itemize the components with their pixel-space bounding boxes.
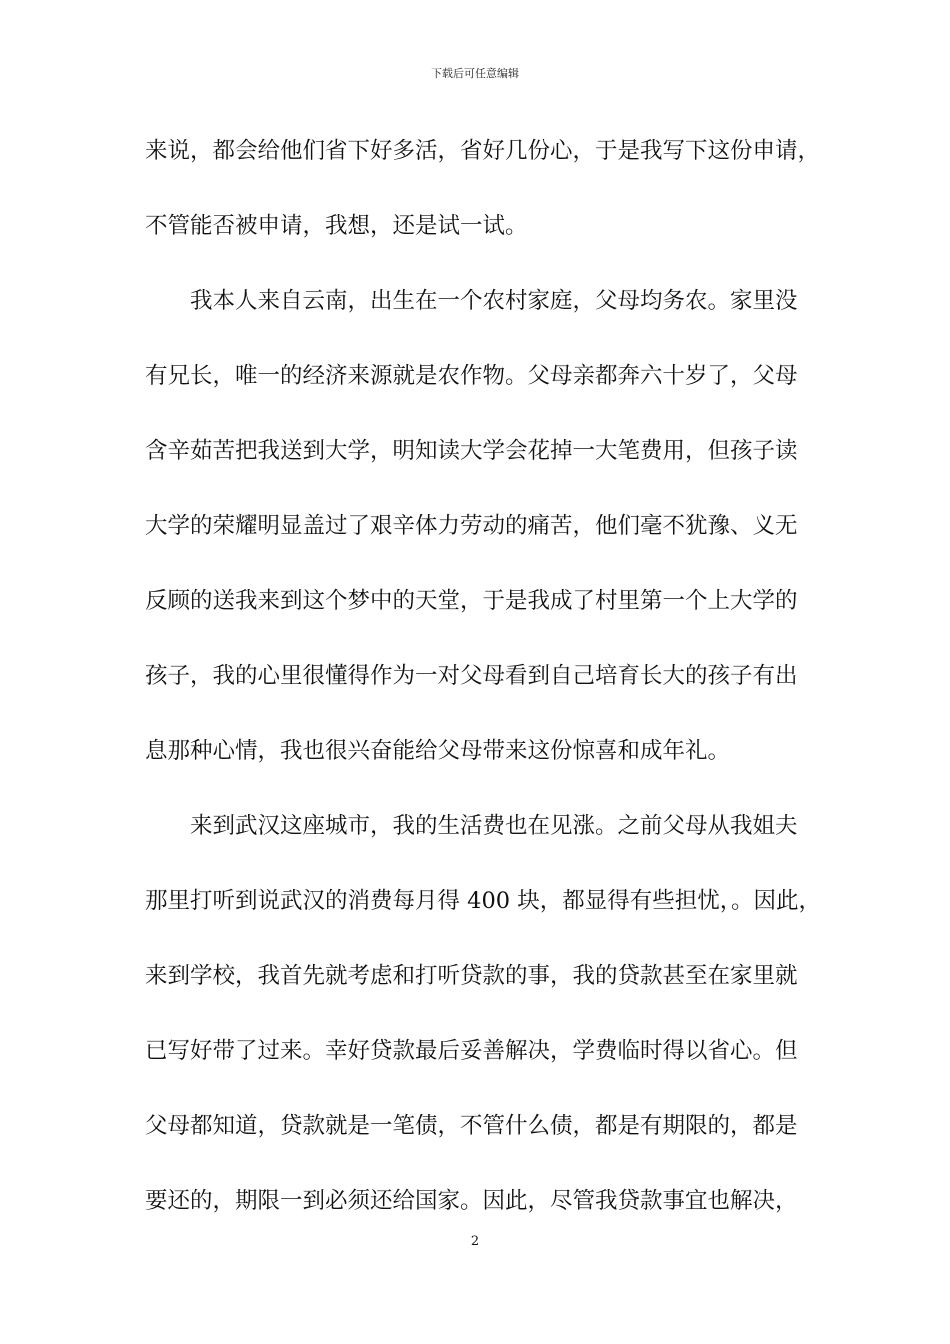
paragraph-first-line: 来到武汉这座城市，我的生活费也在见涨。之前父母从我姐夫: [190, 813, 798, 839]
paragraph-first-line: 我本人来自云南，出生在一个农村家庭，父母均务农。家里没: [190, 288, 798, 314]
text-line: 不管能否被申请，我想，还是试一试。: [145, 213, 528, 239]
text-line: 有兄长，唯一的经济来源就是农作物。父母亲都奔六十岁了，父母: [145, 363, 798, 389]
page-number: 2: [470, 1234, 480, 1249]
text-line: 父母都知道，贷款就是一笔债，不管什么债，都是有期限的，都是: [145, 1113, 798, 1139]
text-line: 那里打听到说武汉的消费每月得 400 块，都显得有些担忧，。因此，: [145, 888, 822, 914]
text-line: 来说，都会给他们省下好多活，省好几份心，于是我写下这份申请，: [145, 138, 821, 164]
text-line: 大学的荣耀明显盖过了艰辛体力劳动的痛苦，他们毫不犹豫、义无: [145, 513, 798, 539]
page-header-note: 下载后可任意编辑: [431, 67, 519, 80]
text-line: 已写好带了过来。幸好贷款最后妥善解决，学费临时得以省心。但: [145, 1038, 798, 1064]
text-line: 要还的，期限一到必须还给国家。因此，尽管我贷款事宜也解决，: [145, 1188, 798, 1214]
text-line: 来到学校，我首先就考虑和打听贷款的事，我的贷款甚至在家里就: [145, 963, 798, 989]
text-line: 孩子，我的心里很懂得作为一对父母看到自己培育长大的孩子有出: [145, 663, 798, 689]
text-line: 含辛茹苦把我送到大学，明知读大学会花掉一大笔费用，但孩子读: [145, 438, 798, 464]
text-line: 反顾的送我来到这个梦中的天堂，于是我成了村里第一个上大学的: [145, 588, 798, 614]
text-line: 息那种心情，我也很兴奋能给父母带来这份惊喜和成年礼。: [145, 738, 731, 764]
